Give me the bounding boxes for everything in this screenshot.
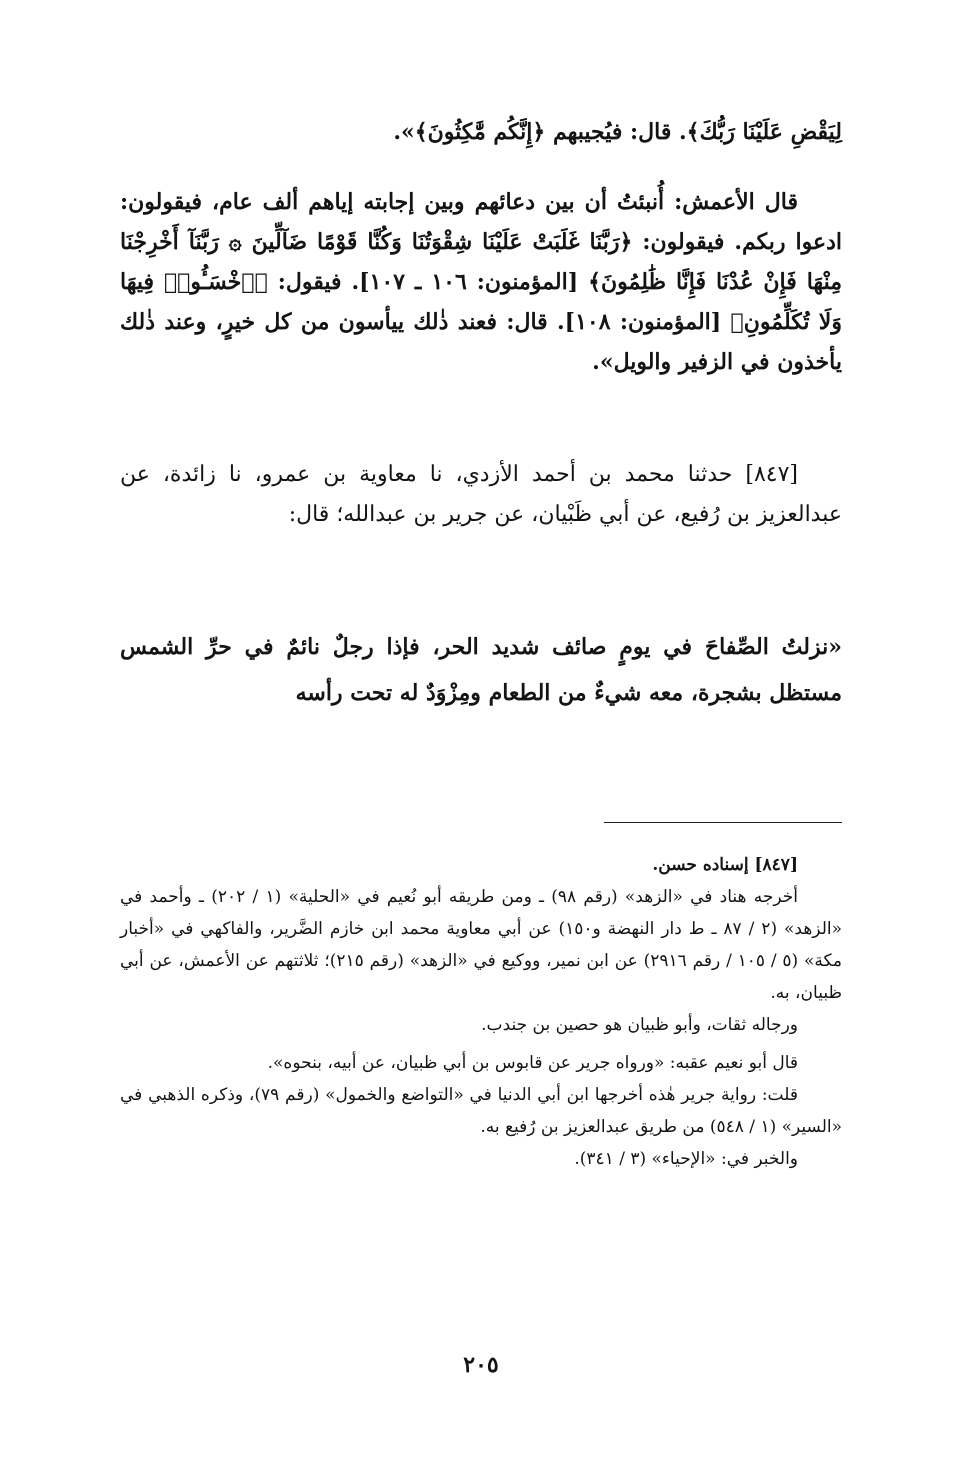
footnotes <box>120 849 842 1175</box>
paragraph-hadith-847-matn: «نزلتُ الصِّفاحَ في يومٍ صائف شديد الحر، فإذا رجلٌ نائمٌ في حرِّ الشمس مستظل بشجرة، معه شيءٌ من الطعام ومِزْوَدٌ له تحت رأسه <box>120 634 842 706</box>
paragraph-al-amash-narration: قال الأعمش: أُنبئتُ أن بين دعائهم وبين إجابته إياهم ألف عام، فيقولون: ادعوا ربكم. فيقولون: ﴿رَبَّنَا غَلَبَتْ عَلَيْنَا شِقْوَتُنَا وَكُنَّا قَوْمًا ضَآلِّينَ ۞ رَبَّنَآ أَخْرِجْنَا مِنْهَا فَإِنْ عُدْنَا فَإِنَّا ظَٰلِمُونَ﴾ [المؤمنون: ١٠٦ ـ ١٠٧]. فيقول: ﴿ٱخْسَـُٔوا۟ فِيهَا وَلَا تُكَلِّمُونِ﴾ [المؤمنون: ١٠٨]. قال: فعند ذٰلك ييأسون من كل خيرٍ، وعند ذٰلك يأخذون في الزفير والويل». <box>120 189 842 375</box>
footnote-separator <box>604 822 842 823</box>
paragraph-quran-continuation: لِيَقْضِ عَلَيْنَا رَبُّكَ﴾. قال: فيُجيبهم ﴿إِنَّكُم مَّٰكِثُونَ﴾». <box>393 119 842 145</box>
page-number: ٢٠٥ <box>463 1352 499 1378</box>
footnote-abu-nuaym: قال أبو نعيم عقبه: «ورواه جرير عن قابوس بن أبي ظبيان، عن أبيه، بنحوه». <box>267 1053 798 1073</box>
footnote-narrators: ورجاله ثقات، وأبو ظبيان هو حصين بن جندب. <box>481 1015 798 1035</box>
footnote-takhrij: أخرجه هناد في «الزهد» (رقم ٩٨) ـ ومن طريقه أبو نُعيم في «الحلية» (١ / ٢٠٢) ـ وأحمد في «الزهد» (٢ / ٨٧ ـ ط دار النهضة و١٥٠) عن أبي معاوية محمد ابن خازم الضَّرير، والفاكهي في «أخبار مكة» (٥ / ١٠٥ / رقم ٢٩١٦) عن ابن نمير، ووكيع في «الزهد» (رقم ٢١٥)؛ ثلاثتهم عن الأعمش، عن أبي ظبيان، به. <box>120 887 843 1003</box>
footnote-grade: [٨٤٧] إسناده حسن. <box>652 855 798 875</box>
book-page <box>120 112 842 1452</box>
footnote-jarir-narration: قلت: رواية جرير هٰذه أخرجها ابن أبي الدنيا في «التواضع والخمول» (رقم ٧٩)، وذكره الذهبي في «السير» (١ / ٥٤٨) من طريق عبدالعزيز بن رُفيع به. <box>120 1085 842 1137</box>
paragraph-hadith-847-isnad: [٨٤٧] حدثنا محمد بن أحمد الأزدي، نا معاوية بن عمرو، نا زائدة، عن عبدالعزيز بن رُفيع، عن أبي ظَبْيان، عن جرير بن عبدالله؛ قال: <box>120 462 842 527</box>
footnote-ihya: والخبر في: «الإحياء» (٣ / ٣٤١). <box>574 1149 798 1169</box>
